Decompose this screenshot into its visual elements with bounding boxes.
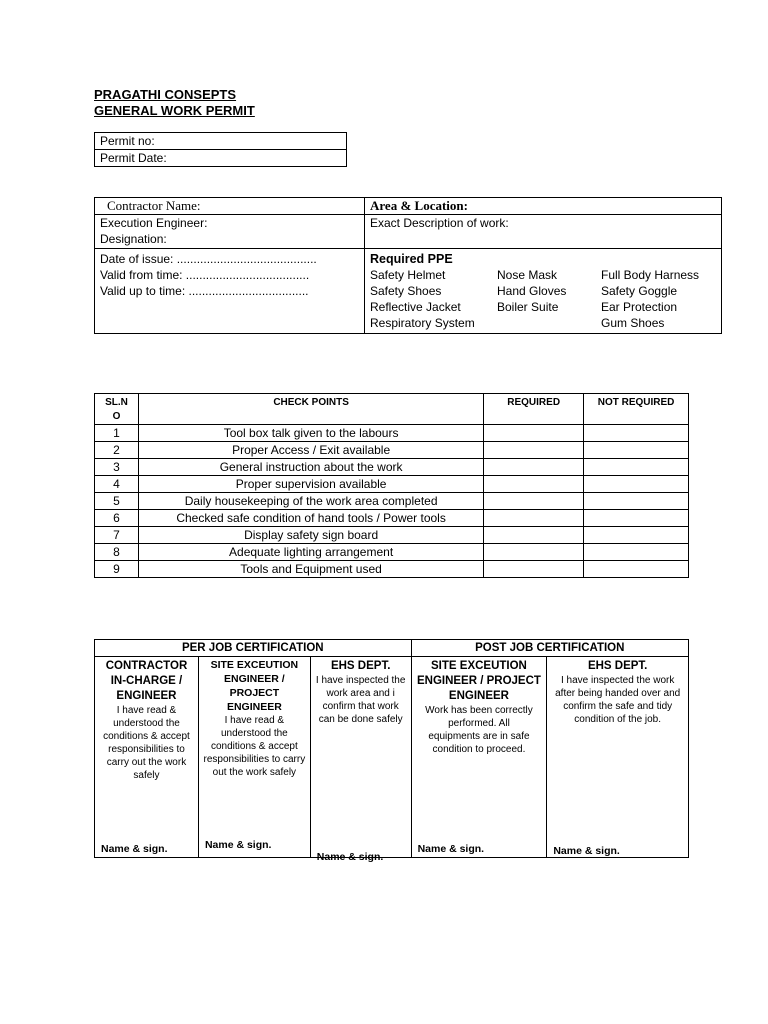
checklist-row [95,493,689,510]
date-of-issue-field[interactable]: Date of issue: .......................................... [100,252,317,266]
ppe-cell [365,249,722,334]
checklist-row [95,527,689,544]
checklist-row [95,544,689,561]
cert-role: SITE EXCEUTION ENGINEER / PROJECT ENGINEER [416,660,541,702]
checklist-row [95,425,689,442]
row-number: 5 [95,493,139,510]
certification-table [94,639,689,863]
ppe-item[interactable]: Boiler Suite [497,300,559,314]
designation-field[interactable]: Designation: [100,232,167,246]
cert-site-engineer-cell[interactable] [198,657,310,858]
checklist-row [95,442,689,459]
not-required-cell[interactable] [584,476,689,493]
row-number: 8 [95,544,139,561]
company-name: PRAGATHI CONSEPTS [94,87,237,102]
ppe-item[interactable]: Full Body Harness [601,268,700,282]
required-cell[interactable] [484,476,584,493]
row-number: 9 [95,561,139,578]
execution-engineer-field[interactable]: Execution Engineer: [100,216,208,230]
cert-text: Work has been correctly performed. All equipments are in safe condition to proceed. [425,705,533,755]
col-header-check-points: CHECK POINTS [138,394,483,425]
required-cell[interactable] [484,510,584,527]
check-point: Display safety sign board [138,527,483,544]
ppe-grid [370,267,721,331]
per-job-certification-header: PER JOB CERTIFICATION [95,640,412,657]
check-point: General instruction about the work [138,459,483,476]
area-location-field[interactable]: Area & Location: [365,198,722,215]
not-required-cell[interactable] [584,425,689,442]
required-cell[interactable] [484,425,584,442]
ppe-item[interactable]: Gum Shoes [601,316,665,330]
checklist-row [95,476,689,493]
name-sign-label: Name & sign. [553,845,620,857]
not-required-cell[interactable] [584,442,689,459]
required-cell[interactable] [484,442,584,459]
required-cell[interactable] [484,493,584,510]
ppe-item[interactable]: Respiratory System [370,316,475,330]
cert-text: I have inspected the work after being handed over and confirm the safe and tidy condition of the job. [555,675,681,725]
cert-role: SITE EXCEUTION ENGINEER / PROJECT ENGINEER [210,659,299,713]
permit-no-field[interactable]: Permit no: [95,133,347,150]
cert-post-site-engineer-cell[interactable] [411,657,547,858]
required-cell[interactable] [484,459,584,476]
row-number: 7 [95,527,139,544]
check-point: Tools and Equipment used [138,561,483,578]
check-point: Tool box talk given to the labours [138,425,483,442]
row-number: 6 [95,510,139,527]
not-required-cell[interactable] [584,561,689,578]
valid-up-to-field[interactable]: Valid up to time: .................................... [100,284,309,298]
contractor-name-field[interactable]: Contractor Name: [95,198,365,215]
permit-date-field[interactable]: Permit Date: [95,150,347,167]
check-point: Proper Access / Exit available [138,442,483,459]
cert-role: EHS DEPT. [330,660,391,672]
cert-ehs-cell[interactable] [310,657,411,863]
cert-post-ehs-cell[interactable] [547,657,689,858]
row-number: 3 [95,459,139,476]
required-ppe-label: Required PPE [370,252,453,266]
not-required-cell[interactable] [584,493,689,510]
name-sign-label: Name & sign. [417,843,485,855]
name-sign-label: Name & sign. [101,843,168,855]
check-point: Proper supervision available [138,476,483,493]
cert-text: I have read & understood the conditions & accept responsibilities to carry out the work safely [103,705,190,781]
ppe-item[interactable]: Ear Protection [601,300,678,314]
ppe-item[interactable] [497,315,601,331]
cert-contractor-cell[interactable] [95,657,199,858]
not-required-cell[interactable] [584,527,689,544]
check-point: Checked safe condition of hand tools / Power tools [138,510,483,527]
row-number: 1 [95,425,139,442]
checklist-table [94,393,689,578]
exact-description-field[interactable]: Exact Description of work: [365,215,722,249]
checklist-row [95,459,689,476]
ppe-item[interactable]: Safety Goggle [601,284,678,298]
engineer-cell [95,215,365,249]
cert-role: EHS DEPT. [587,660,648,672]
valid-from-field[interactable]: Valid from time: ..................................... [100,268,310,282]
cert-text: I have inspected the work area and i confirm that work can be done safely [315,675,406,725]
not-required-cell[interactable] [584,510,689,527]
required-cell[interactable] [484,527,584,544]
post-job-certification-header: POST JOB CERTIFICATION [411,640,688,657]
cert-text: I have read & understood the conditions & accept responsibilities to carry out the work safely [203,715,306,778]
col-header-required: REQUIRED [484,394,584,425]
col-header-not-required: NOT REQUIRED [584,394,689,425]
check-point: Daily housekeeping of the work area completed [138,493,483,510]
ppe-item[interactable]: Safety Helmet [370,268,446,282]
required-cell[interactable] [484,561,584,578]
ppe-item[interactable]: Reflective Jacket [370,300,461,314]
not-required-cell[interactable] [584,459,689,476]
ppe-item[interactable]: Safety Shoes [370,284,442,298]
name-sign-label: Name & sign. [204,839,272,851]
ppe-item[interactable]: Nose Mask [497,268,558,282]
required-cell[interactable] [484,544,584,561]
not-required-cell[interactable] [584,544,689,561]
form-title: GENERAL WORK PERMIT [94,103,255,118]
info-box [94,197,722,334]
checklist-row [95,510,689,527]
permit-box [94,132,347,167]
name-sign-label: Name & sign. [316,851,384,863]
cert-role: CONTRACTOR IN-CHARGE / ENGINEER [105,660,188,702]
row-number: 4 [95,476,139,493]
checklist-row [95,561,689,578]
ppe-item[interactable]: Hand Gloves [497,284,567,298]
row-number: 2 [95,442,139,459]
col-header-slno: SL.N O [95,394,139,425]
check-point: Adequate lighting arrangement [138,544,483,561]
date-cell [95,249,365,334]
